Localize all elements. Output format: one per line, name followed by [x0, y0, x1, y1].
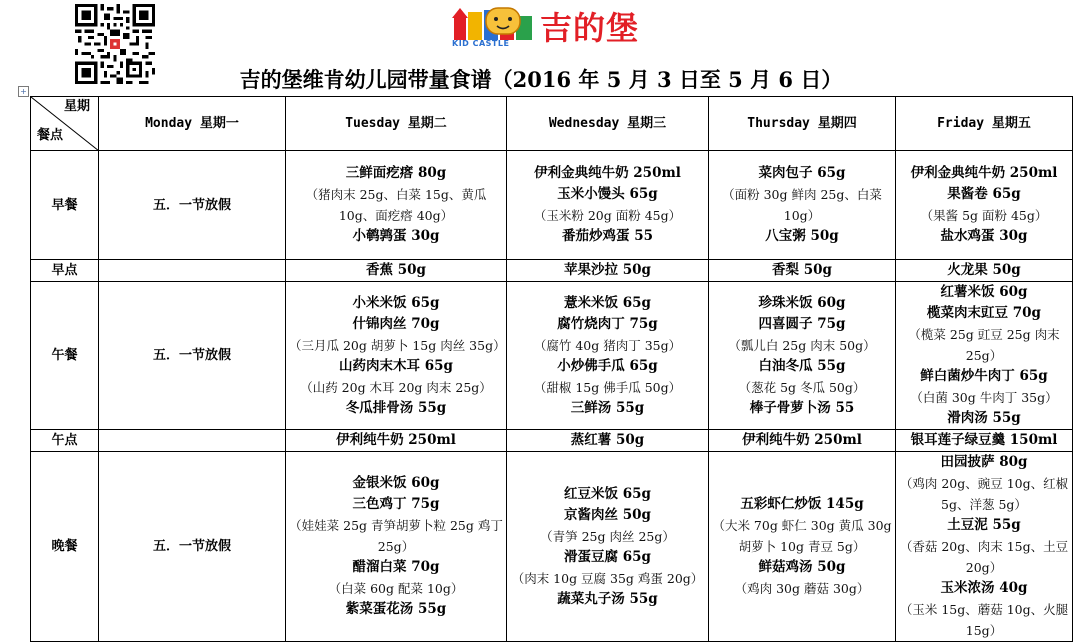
ingredient-note: （玉米粉 20g 面粉 45g） [533, 208, 682, 223]
corner-weekday-label: 星期 [63, 99, 90, 114]
dish-name: 香梨 50g [772, 262, 832, 278]
dish-name: 珍珠米饭 60g [758, 294, 846, 311]
menu-cell [507, 282, 709, 430]
ingredient-note: （甜椒 15g 佛手瓜 50g） [533, 379, 682, 395]
dish-name: 伊利纯牛奶 250ml [336, 432, 456, 448]
dish-name: 三色鸡丁 75g [352, 496, 440, 512]
menu-cell [896, 151, 1073, 260]
ingredient-note: （肉末 10g 豆腐 35g 鸡蛋 20g） [511, 570, 704, 586]
dish-name: 火龙果 50g [947, 262, 1021, 278]
dish-name: 田园披萨 80g [940, 454, 1028, 470]
dish-name: 滑蛋豆腐 65g [564, 548, 651, 565]
holiday-note: 五．一节放假 [99, 452, 286, 642]
page-title: 吉的堡维肯幼儿园带量食谱（2016 年 5 月 3 日至 5 月 6 日） [239, 67, 843, 92]
dish-name: 京酱肉丝 50g [564, 506, 651, 523]
dish-name: 小鹌鹑蛋 30g [352, 228, 440, 244]
dish-name: 醋溜白菜 70g [352, 559, 440, 575]
ingredient-note: （瓢儿白 25g 肉末 50g） [728, 337, 876, 353]
dish-name: 玉米浓汤 40g [940, 580, 1028, 596]
dish-name: 玉米小馒头 65g [557, 186, 658, 202]
ingredient-note: （香菇 20g、肉末 15g、土豆 20g） [899, 539, 1069, 575]
dish-name: 薏米米饭 65g [564, 294, 651, 311]
ingredient-note: （玉米 15g、蘑菇 10g、火腿 15g） [899, 602, 1069, 638]
day-header: Monday 星期一 [99, 97, 286, 151]
dish-name: 红豆米饭 65g [564, 485, 651, 502]
ingredient-note: （青笋 25g 肉丝 25g） [540, 528, 675, 544]
menu-cell [286, 430, 507, 452]
ingredient-note: （鸡肉 20g、豌豆 10g、红椒 5g、洋葱 5g） [899, 476, 1069, 512]
dish-name: 果酱卷 65g [947, 186, 1021, 202]
menu-cell [286, 260, 507, 282]
dish-name: 鲜菇鸡汤 50g [758, 559, 846, 575]
dish-name: 四喜圆子 75g [758, 315, 846, 332]
dish-name: 白油冬瓜 55g [758, 357, 846, 374]
ingredient-note: （猪肉末 25g、白菜 15g、黄瓜 10g、面疙瘩 40g） [305, 187, 487, 223]
snack-row [31, 260, 1073, 282]
ingredient-note: （三月瓜 20g 胡萝卜 15g 肉丝 35g） [289, 337, 506, 353]
empty-cell [99, 260, 286, 282]
dish-name: 苹果沙拉 50g [564, 262, 651, 278]
ingredient-note: （大米 70g 虾仁 30g 黄瓜 30g 胡萝卜 10g 青豆 5g） [712, 518, 892, 554]
dish-name: 蒸红薯 50g [570, 432, 645, 448]
table-move-handle-icon[interactable]: + [18, 86, 29, 97]
dish-name: 香蕉 50g [366, 262, 426, 278]
day-header: Tuesday 星期二 [286, 97, 507, 151]
ingredient-note: （娃娃菜 25g 青笋胡萝卜粒 25g 鸡丁 25g） [289, 518, 503, 554]
dish-name: 番茄炒鸡蛋 55 [562, 228, 653, 244]
meal-label: 早点 [31, 260, 99, 282]
menu-cell [709, 452, 896, 642]
ingredient-note: （山药 20g 木耳 20g 肉末 25g） [300, 379, 492, 395]
ingredient-note: （腐竹 40g 猪肉丁 35g） [533, 337, 682, 353]
dish-name: 三鲜汤 55g [570, 399, 645, 416]
meal-label: 午餐 [31, 282, 99, 430]
dish-name: 伊利纯牛奶 250ml [742, 432, 862, 448]
snack-row [31, 430, 1073, 452]
dish-name: 冬瓜排骨汤 55g [345, 399, 447, 416]
corner-cell [31, 97, 99, 151]
dish-name: 滑肉汤 55g [947, 410, 1021, 426]
menu-cell [286, 151, 507, 260]
dish-name: 腐竹烧肉丁 75g [557, 315, 658, 332]
menu-cell [709, 151, 896, 260]
meal-label: 午点 [31, 430, 99, 452]
dish-name: 棒子骨萝卜汤 55 [749, 399, 855, 416]
dish-name: 五彩虾仁炒饭 145g [740, 496, 864, 512]
menu-cell [507, 151, 709, 260]
menu-table [30, 96, 1073, 642]
meal-row [31, 282, 1073, 430]
dish-name: 什锦肉丝 70g [352, 315, 440, 332]
day-header: Thursday 星期四 [709, 97, 896, 151]
dish-name: 三鲜面疙瘩 80g [345, 165, 447, 181]
meal-row [31, 452, 1073, 642]
holiday-note: 五．一节放假 [99, 151, 286, 260]
logo-english-text: KID CASTLE [452, 39, 510, 48]
dish-name: 伊利金典纯牛奶 250ml [910, 165, 1058, 181]
header-row [31, 97, 1073, 151]
menu-cell [286, 452, 507, 642]
menu-cell [507, 260, 709, 282]
menu-cell [507, 452, 709, 642]
ingredient-note: （葱花 5g 冬瓜 50g） [738, 379, 866, 395]
meal-label: 早餐 [31, 151, 99, 260]
logo-chinese-text: 吉的堡 [540, 9, 640, 47]
day-header: Friday 星期五 [896, 97, 1073, 151]
dish-name: 八宝粥 50g [765, 228, 839, 244]
dish-name: 紫菜蛋花汤 55g [345, 601, 447, 617]
menu-cell [709, 430, 896, 452]
menu-cell [286, 282, 507, 430]
meal-label: 晚餐 [31, 452, 99, 642]
dish-name: 银耳莲子绿豆羹 150ml [910, 432, 1058, 448]
dish-name: 小米米饭 65g [352, 294, 440, 311]
dish-name: 土豆泥 55g [947, 517, 1021, 533]
ingredient-note: （鸡肉 30g 蘑菇 30g） [734, 581, 870, 596]
menu-cell [896, 260, 1073, 282]
menu-cell [896, 430, 1073, 452]
menu-cell [709, 282, 896, 430]
holiday-note: 五．一节放假 [99, 282, 286, 430]
menu-cell [896, 452, 1073, 642]
day-header: Wednesday 星期三 [507, 97, 709, 151]
dish-name: 蔬菜丸子汤 55g [557, 590, 658, 607]
menu-cell [896, 282, 1073, 430]
ingredient-note: （果酱 5g 面粉 45g） [920, 208, 1048, 223]
corner-meal-label: 餐点 [37, 128, 64, 143]
dish-name: 盐水鸡蛋 30g [940, 228, 1028, 244]
ingredient-note: （白菌 30g 牛肉丁 35g） [910, 390, 1058, 405]
menu-cell [507, 430, 709, 452]
ingredient-note: （榄菜 25g 豇豆 25g 肉末 25g） [908, 327, 1060, 363]
dish-name: 菜肉包子 65g [758, 165, 846, 181]
dish-name: 鲜白菌炒牛肉丁 65g [920, 368, 1048, 384]
ingredient-note: （面粉 30g 鲜肉 25g、白菜 10g） [722, 187, 882, 223]
ingredient-note: （白菜 60g 配菜 10g） [328, 581, 464, 596]
empty-cell [99, 430, 286, 452]
menu-cell [709, 260, 896, 282]
dish-name: 伊利金典纯牛奶 250ml [534, 165, 681, 181]
dish-name: 红薯米饭 60g [940, 284, 1028, 300]
meal-row [31, 151, 1073, 260]
dish-name: 金银米饭 60g [352, 475, 440, 491]
dish-name: 小炒佛手瓜 65g [557, 357, 658, 374]
dish-name: 榄菜肉末豇豆 70g [927, 305, 1041, 321]
dish-name: 山药肉末木耳 65g [339, 357, 453, 374]
